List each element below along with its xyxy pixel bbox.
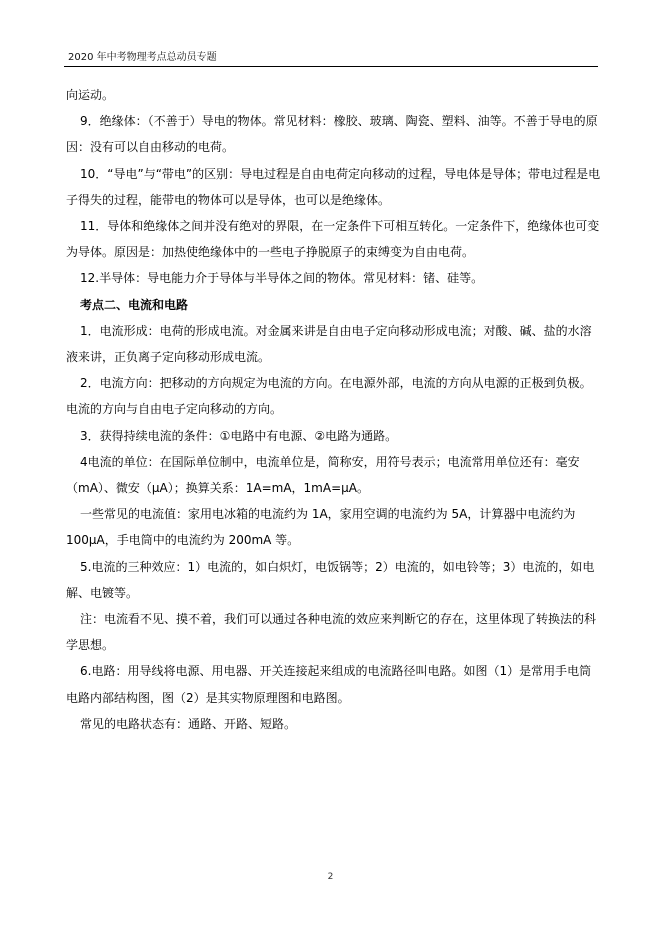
paragraph-current-effects: 5.电流的三种效应：1）电流的，如白炽灯，电饭锅等；2）电流的，如电铃等；3）电流的，如电解、电镀等。 [66, 559, 595, 600]
paragraph-insulator: 9．绝缘体：（不善于）导电的物体。常见材料：橡胶、玻璃、陶瓷、塑料、油等。不善于导电的原因：没有可以自由移动的电荷。 [66, 114, 598, 155]
paragraph-common-current-values: 一些常见的电流值：家用电冰箱的电流约为 1A，家用空调的电流约为 5A，计算器中电流约为 100μA，手电筒中的电流约为 200mA 等。 [66, 507, 576, 548]
paragraph-conductor-insulator-boundary: 11．导体和绝缘体之间并没有绝对的界限，在一定条件下可相互转化。一定条件下，绝缘体也可变为导体。原因是：加热使绝缘体中的一些电子挣脱原子的束缚变为自由电荷。 [66, 219, 600, 260]
page-header-title: 2020 年中考物理考点总动员专题 [68, 52, 217, 63]
header-divider [64, 66, 598, 67]
paragraph-semiconductor: 12.半导体：导电能力介于导体与半导体之间的物体。常见材料：锗、硅等。 [80, 271, 484, 286]
paragraph-current-units: 4电流的单位：在国际单位制中，电流单位是，简称安，用符号表示；电流常用单位还有：毫安（mA）、微安（μA）；换算关系：1A=mA，1mA=μA。 [66, 454, 580, 496]
paragraph-note: 注：电流看不见、摸不着，我们可以通过各种电流的效应来判断它的存在，这里体现了转换法的科学思想。 [66, 612, 597, 653]
paragraph-continuous-current-conditions: 3．获得持续电流的条件：①电路中有电源、②电路为通路。 [80, 428, 398, 443]
paragraph-circuit-definition: 6.电路：用导线将电源、用电器、开关连接起来组成的电流路径叫电路。如图（1）是常用手电筒电路内部结构图，图（2）是其实物原理图和电路图。 [66, 664, 592, 705]
paragraph-continuation: 向运动。 [66, 88, 115, 102]
document-body [66, 82, 602, 737]
section-heading-current-and-circuit: 考点二、电流和电路 [80, 297, 189, 312]
paragraph-conduct-vs-charge: 10．“导电”与“带电”的区别：导电过程是自由电荷定向移动的过程，导电体是导体；带电过程是电子得失的过程，能带电的物体可以是导体，也可以是绝缘体。 [66, 166, 601, 207]
paragraph-current-formation: 1．电流形成：电荷的形成电流。对金属来讲是自由电子定向移动形成电流；对酸、碱、盐的水溶液来讲，正负离子定向移动形成电流。 [66, 323, 592, 365]
paragraph-current-direction: 2．电流方向：把移动的方向规定为电流的方向。在电源外部，电流的方向从电源的正极到负极。电流的方向与自由电子定向移动的方向。 [66, 376, 592, 417]
paragraph-circuit-states: 常见的电路状态有：通路、开路、短路。 [80, 716, 297, 731]
page-number: 2 [327, 872, 334, 882]
